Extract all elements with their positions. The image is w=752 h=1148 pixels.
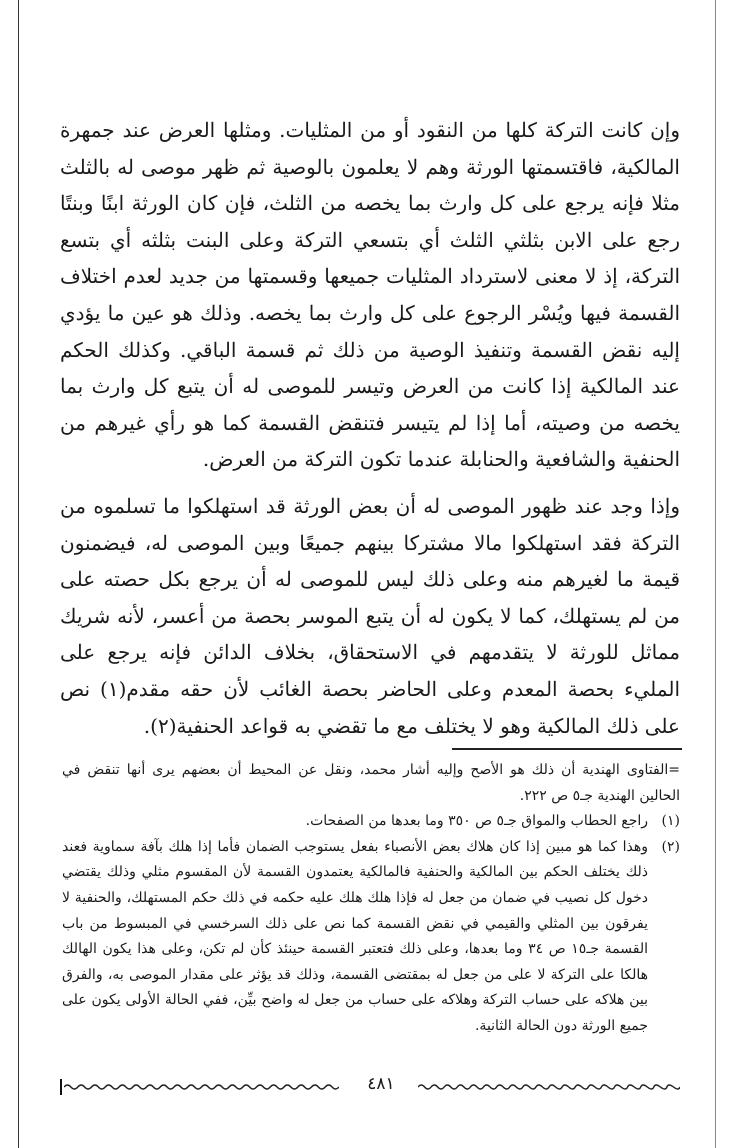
page-number: ٤٨١ [367, 1074, 395, 1094]
footnote-marker: (١) [661, 813, 680, 830]
footer-bar [60, 1076, 682, 1098]
footnote-continuation: =الفتاوى الهندية أن ذلك هو الأصح وإليه أشار محمد، ونقل عن المحيط أن بعضهم يرى أنها تنقض في الحالين الهندية جـ٥ ص ٢٢٢. [62, 762, 680, 804]
footer-wave-left [64, 1076, 339, 1098]
footnote-2 [62, 835, 680, 1040]
footnote-marker: (٢) [661, 838, 680, 855]
paragraph-2: وإذا وجد عند ظهور الموصى له أن بعض الورثة قد استهلكوا ما تسلموه من التركة فقد استهلكوا مالا مشتركا بينهم جميعًا وبين الموصى له، فيضمنون قيمة ما لغيرهم منه وعلى ذلك ليس للموصى له أن يرجع بكل حصته على من لم يستهلك، كما لا يكون له أن يتبع الموسر بحصة من أعسر، لأنه شريك مماثل للورثة لا يتقدمهم في الاستحقاق، بخلاف الدائن فإنه يرجع على المليء بحصة المعدم وعلى الحاضر بحصة الغائب لأن حقه مقدم(١) نص على ذلك المالكية وهو لا يختلف مع ما تقضي به قواعد الحنفية(٢). [60, 493, 680, 738]
footnotes [62, 758, 680, 1040]
footnote-separator [452, 748, 682, 750]
footer-wave-right [418, 1076, 680, 1098]
footnote-1 [62, 809, 680, 835]
page-edge-line-left [18, 0, 19, 1148]
page-edge-line-right [715, 0, 716, 1148]
paragraph-1: وإن كانت التركة كلها من النقود أو من المثليات. ومثلها العرض عند جمهرة المالكية، فاقتسمتها الورثة وهم لا يعلمون بالوصية ثم ظهر موصى له بالثلث مثلا فإنه يرجع على كل وارث بما يخصه من الثلث، فإن كان الورثة ابنًا وبنتًا رجع على الابن بثلثي الثلث أي بتسعي التركة وعلى البنت بثلثه أي بتسع التركة، إذ لا معنى لاسترداد المثليات جميعها وقسمتها من جديد لعدم اختلاف القسمة فيها ويُسْر الرجوع على كل وارث بما يخصه. وذلك هو عين ما يؤدي إليه نقض القسمة وتنفيذ الوصية من ذلك ثم قسمة الباقي. وكذلك الحكم عند المالكية إذا كانت من العرض وتيسر للموصى له أن يتبع كل وارث بما يخصه من وصيته، أما إذا لم يتيسر فتنقض القسمة كما هو رأي غيرهم من الحنفية والشافعية والحنابلة عندما تكون التركة من العرض. [60, 118, 680, 472]
footnote-text: راجع الحطاب والمواق جـ٥ ص ٣٥٠ وما بعدها من الصفحات. [305, 813, 648, 830]
main-text [60, 112, 680, 744]
footer-bar-end [60, 1079, 62, 1095]
footnote-text: وهذا كما هو مبين إذا كان هلاك بعض الأنصباء بفعل يستوجب الضمان فأما إذا هلك بآفة سماوية فعند ذلك يختلف الحكم بين المالكية والحنفية فالمالكية يعتمدون القسمة لأن المقسوم مثلي وذلك يقتضي دخول كل نصيب في ضمان من جعل له فإذا هلك هلك عليه حكمه في ذلك حكم المستهلك، والحنفية لا يفرقون بين المثلي والقيمي في نقض القسمة كما نص على ذلك السرخسي في المبسوط من باب القسمة جـ١٥ ص ٣٤ وما بعدها، وعلى ذلك فتعتبر القسمة حينئذ كأن لم تكن، وعلى هذا يكون الهالك هالكا على التركة لا على من جعل له بمقتضى القسمة، وذلك قد يؤثر على مقدار الموصى به، والفرق بين هلاكه على حساب التركة وهلاكه على حساب من جعل له واضح بيِّن، ففي الحالة الأولى يكون على جميع الورثة دون الحالة الثانية. [62, 838, 648, 1034]
